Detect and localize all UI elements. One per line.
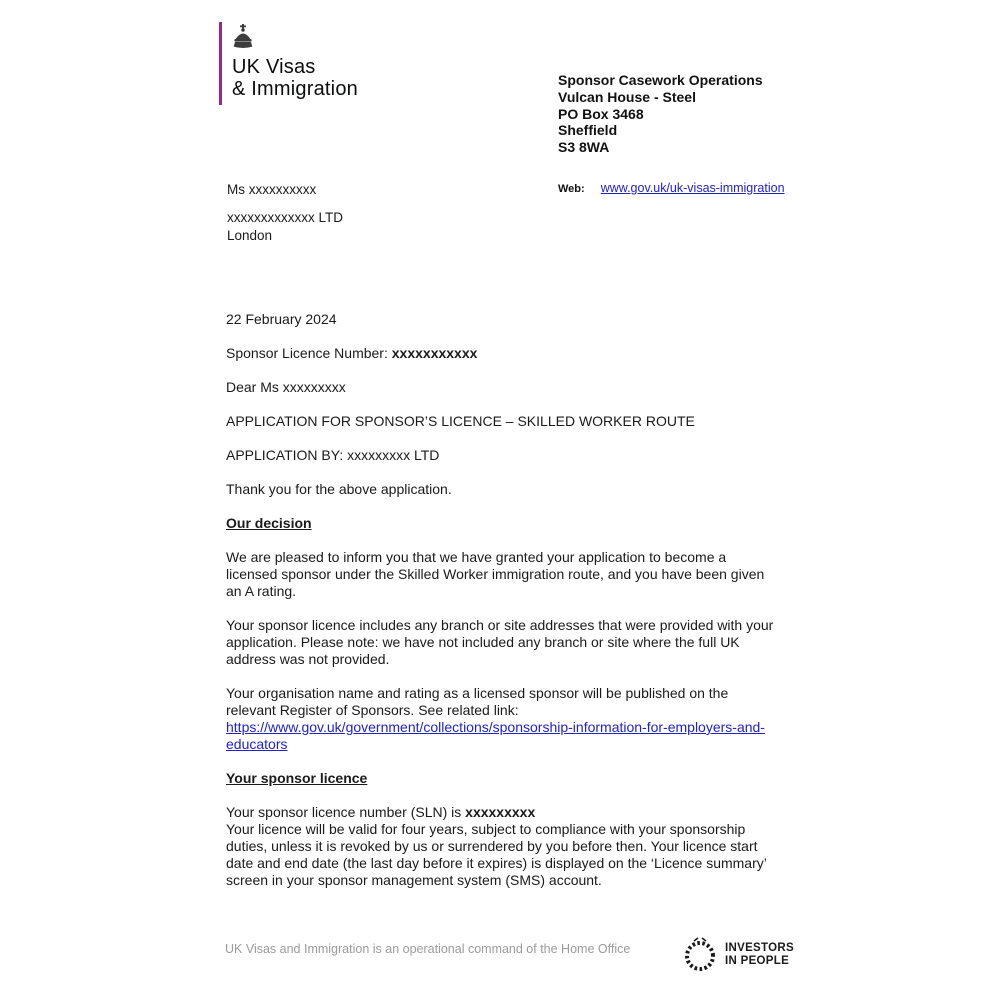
thanks-line: Thank you for the above application. bbox=[226, 481, 452, 497]
sender-line: Sponsor Casework Operations bbox=[558, 72, 763, 88]
brand-line2: & Immigration bbox=[232, 78, 358, 100]
sender-line: PO Box 3468 bbox=[558, 105, 644, 122]
brand-line1: UK Visas bbox=[232, 56, 316, 78]
iip-line2: IN PEOPLE bbox=[725, 955, 790, 967]
iip-line1: INVESTORS bbox=[725, 942, 794, 954]
crown-icon bbox=[232, 22, 254, 52]
register-text: Your organisation name and rating as a licensed sponsor will be published on the relevant Register of Sponsors. See related link: bbox=[226, 685, 729, 718]
licence-number-line bbox=[226, 345, 778, 362]
sender-line: S3 8WA bbox=[558, 139, 610, 156]
paragraph-register bbox=[226, 685, 778, 753]
letter-date: 22 February 2024 bbox=[226, 311, 337, 327]
subject-line-2: APPLICATION BY: xxxxxxxxx LTD bbox=[226, 447, 440, 463]
investors-in-people-text bbox=[725, 942, 794, 968]
web-label: Web: bbox=[558, 182, 585, 195]
sln-value: xxxxxxxxx bbox=[465, 804, 536, 820]
sender-address bbox=[558, 72, 785, 198]
heading-our-decision: Our decision bbox=[226, 515, 312, 531]
paragraph-granted: We are pleased to inform you that we have granted your application to become a licensed sponsor under the Skilled Worker immigration route, and you have been given an A rating. bbox=[226, 549, 765, 599]
subject-line-1: APPLICATION FOR SPONSOR’S LICENCE – SKILLED WORKER ROUTE bbox=[226, 413, 695, 429]
ukvi-logo bbox=[219, 22, 358, 105]
footer-note: UK Visas and Immigration is an operational command of the Home Office bbox=[225, 942, 631, 956]
sln-line bbox=[226, 804, 778, 821]
paragraph-branches: Your sponsor licence includes any branch or site addresses that were provided with your application. Please note: we have not included any branch or site where the full UK address was not provided. bbox=[226, 617, 774, 667]
heading-your-sponsor-licence: Your sponsor licence bbox=[226, 770, 368, 786]
recipient-city: London bbox=[227, 228, 273, 243]
sender-line: Sheffield bbox=[558, 122, 618, 139]
brand-purple-bar bbox=[219, 22, 222, 105]
laurel-wreath-icon bbox=[680, 935, 720, 975]
sln-prefix: Your sponsor licence number (SLN) is bbox=[226, 804, 466, 820]
sender-line: Vulcan House - Steel bbox=[558, 88, 696, 105]
licence-number-label: Sponsor Licence Number: bbox=[226, 345, 392, 361]
letter-body bbox=[226, 311, 778, 889]
ukvi-website-link[interactable]: www.gov.uk/uk-visas-immigration bbox=[600, 180, 785, 195]
recipient-name: Ms xxxxxxxxxx bbox=[227, 182, 317, 197]
licence-number-value: xxxxxxxxxxx bbox=[391, 345, 478, 361]
register-of-sponsors-link[interactable]: https://www.gov.uk/government/collections/sponsorship-information-for-employers-and-educators bbox=[226, 719, 765, 752]
recipient-company: xxxxxxxxxxxxx LTD bbox=[227, 210, 344, 225]
paragraph-validity: Your licence will be valid for four years, subject to compliance with your sponsorship duties, unless it is revoked by us or surrendered by you before then. Your licence start date and end date (the last day before it expires) is displayed on the ‘Licence summary’ screen in your sponsor management system (SMS) account. bbox=[226, 821, 767, 888]
recipient-address bbox=[227, 181, 343, 245]
investors-in-people-logo bbox=[680, 935, 794, 975]
web-line bbox=[558, 180, 785, 198]
salutation: Dear Ms xxxxxxxxx bbox=[226, 379, 346, 395]
